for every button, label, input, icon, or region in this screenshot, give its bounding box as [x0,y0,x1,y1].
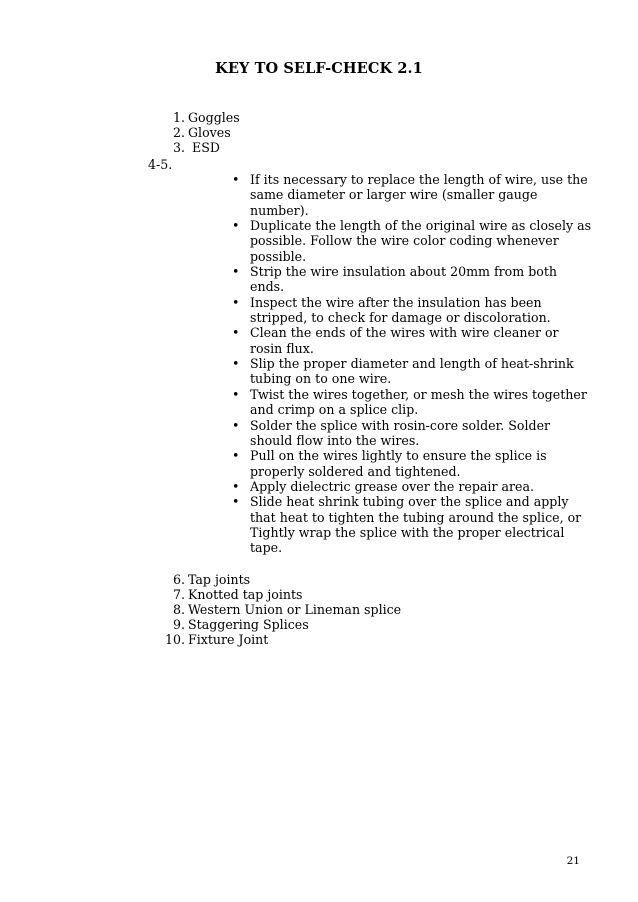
splice-step-item [232,264,592,295]
answer-number: 1. [172,110,185,125]
splice-step-item [232,448,592,479]
splice-step-text: Duplicate the length of the original wire as closely as possible. Follow the wire color coding whenever possible. [250,218,592,264]
splice-step-text: Strip the wire insulation about 20mm from both ends. [250,264,558,295]
bullet-icon: • [232,494,240,510]
splice-step-item [232,295,592,326]
splice-step-text: Slip the proper diameter and length of heat-shrink tubing on to one wire. [250,356,574,387]
splice-step-item [232,218,592,264]
bullet-icon: • [232,294,240,310]
splice-step-text: Pull on the wires lightly to ensure the splice is properly soldered and tightened. [250,448,547,479]
answer-number: 2. [172,125,185,140]
answer-text: Tap joints [188,572,251,587]
bullet-icon: • [232,325,240,341]
answer-text: Knotted tap joints [188,587,303,602]
splice-step-item [232,325,592,356]
answer-range-label: 4-5. [148,157,173,172]
bullet-icon: • [232,264,240,280]
splice-step-text: Slide heat shrink tubing over the splice and apply that heat to tighten the tubing around the splice, or Tightly wrap the splice with the proper electrical tape. [250,494,582,556]
splice-step-text: Apply dielectric grease over the repair area. [250,478,534,494]
splice-step-text: Clean the ends of the wires with wire cleaner or rosin flux. [250,325,559,356]
splice-step-text: Inspect the wire after the insulation has been stripped, to check for damage or discoloration. [250,294,551,326]
splice-step-item [232,356,592,387]
bullet-icon: • [232,356,240,372]
splice-step-text: Twist the wires together, or mesh the wires together and crimp on a splice clip. [250,386,587,418]
bullet-icon: • [232,172,240,187]
answer-number: 9. [172,617,185,632]
splice-step-item [232,418,592,449]
answer-text: Fixture Joint [188,632,269,647]
answer-item [150,110,240,125]
splice-step-item [232,479,592,494]
bullet-icon: • [232,417,240,433]
splice-step-item [232,387,592,418]
bullet-icon: • [232,448,240,464]
answer-item [150,140,240,155]
bullet-icon: • [232,386,240,402]
bullet-icon: • [232,218,240,234]
splice-step-text: If its necessary to replace the length of wire, use the same diameter or larger wire (smaller gauge number). [250,172,588,218]
answer-list-bottom [150,572,401,647]
answer-number: 3. [172,140,185,155]
bullet-icon: • [232,478,240,494]
answer-number: 10. [164,632,185,647]
answer-text: Goggles [188,110,240,125]
answer-number: 8. [172,602,185,617]
answer-text: ESD [188,140,220,155]
answer-item [150,602,401,617]
answer-text: Staggering Splices [188,617,309,632]
answer-item [150,125,240,140]
answer-item [150,632,401,647]
answer-list-top [150,110,240,155]
answer-item [150,587,401,602]
answer-number: 7. [172,587,185,602]
answer-text: Gloves [188,125,231,140]
answer-item [150,572,401,587]
splice-step-text: Solder the splice with rosin-core solder. Solder should flow into the wires. [250,417,551,448]
page-title: KEY TO SELF-CHECK 2.1 [215,60,423,77]
page-number: 21 [566,855,580,867]
splice-step-item [232,172,592,218]
splice-steps-list [232,172,592,556]
answer-number: 6. [172,572,185,587]
answer-text: Western Union or Lineman splice [188,602,402,617]
answer-item [150,617,401,632]
splice-step-item [232,494,592,555]
